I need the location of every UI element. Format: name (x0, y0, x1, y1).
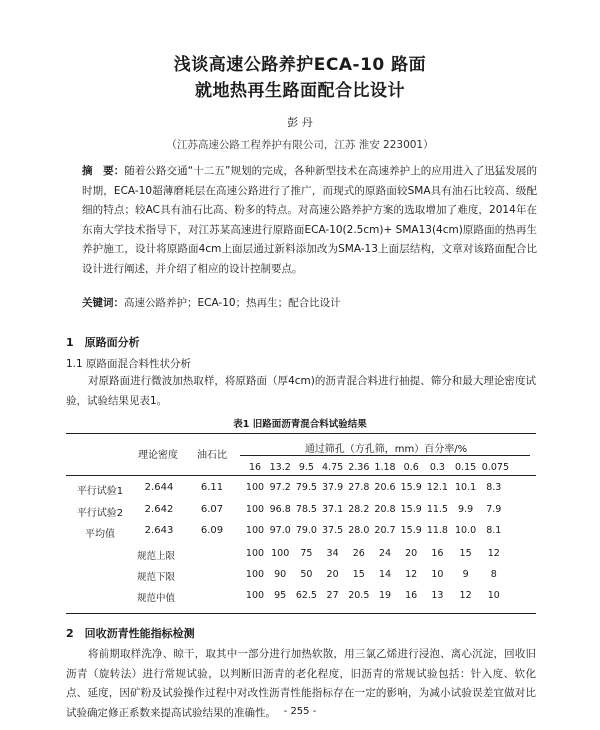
spec-value: 95 (274, 590, 287, 601)
spec-value: 26 (352, 548, 365, 559)
section-1-1-paragraph: 对原路面进行微波加热取样，将原路面（厚4cm)的沥青混合料进行抽提、筛分和最大理论密度试验，试验结果见表1。 (66, 375, 536, 407)
abstract-label: 摘 要： (82, 165, 125, 177)
paper-title-line-2: 就地热再生路面配合比设计 (195, 81, 405, 101)
sieve-size-0.15: 0.15 (455, 462, 477, 473)
spec-value: 20 (405, 548, 418, 559)
row-value: 20.6 (374, 482, 396, 493)
row-density: 2.643 (144, 525, 174, 536)
sieve-size-16: 16 (248, 462, 262, 473)
spec-value: 16 (431, 548, 444, 559)
row-value: 10.0 (455, 525, 477, 536)
sieve-size-0.3: 0.3 (429, 462, 445, 473)
sieve-size-9.5: 9.5 (298, 462, 314, 473)
header-group-rule (240, 455, 530, 456)
row-value: 37.5 (322, 525, 344, 536)
sieve-size-13.2: 13.2 (269, 462, 291, 473)
spec-value: 8 (490, 569, 497, 580)
row-label: 平行试验1 (76, 486, 124, 497)
row-value: 96.8 (269, 504, 291, 515)
row-value: 37.1 (322, 504, 344, 515)
row-density: 2.642 (144, 504, 174, 515)
row-value: 78.5 (295, 504, 317, 515)
spec-value: 15 (459, 548, 472, 559)
spec-value: 20.5 (348, 590, 370, 601)
row-value: 8.3 (486, 482, 502, 493)
row-value: 15.9 (400, 504, 422, 515)
affiliation: （江苏高速公路工程养护有限公司，江苏 淮安 223001） (166, 139, 434, 151)
spec-value: 20 (326, 569, 339, 580)
spec-label: 规范下限 (136, 572, 175, 583)
table-caption: 表1 旧路面沥青混合料试验结果 (233, 419, 367, 430)
header-bottom-rule (66, 475, 536, 476)
header-sieve-group: 通过筛孔（方孔筛，mm）百分率/% (304, 444, 468, 455)
row-value: 37.9 (322, 482, 344, 493)
row-value: 100 (245, 482, 265, 493)
row-ratio: 6.09 (200, 525, 224, 536)
sieve-size-2.36: 2.36 (348, 462, 370, 473)
row-value: 20.8 (374, 504, 396, 515)
row-value: 10.1 (455, 482, 477, 493)
spec-value: 9 (462, 569, 469, 580)
table-bottom-rule (66, 613, 536, 614)
spec-value: 90 (274, 569, 287, 580)
row-value: 15.9 (400, 482, 422, 493)
row-label: 平均值 (85, 529, 115, 540)
row-value: 15.9 (400, 525, 422, 536)
row-value: 28.0 (348, 525, 370, 536)
spec-value: 62.5 (295, 590, 317, 601)
spec-value: 10 (487, 590, 500, 601)
spec-value: 100 (271, 548, 290, 559)
abstract-text: 随着公路交通“十二五”规划的完成，各种新型技术在高速养护上的应用进入了迅猛发展的时期，ECA-10超薄磨耗层在高速公路进行了推广，而现式的原路面较SMA具有油石比较高、级配细的特点；较AC具有油石比高、粉多的特点。对高速公路养护方案的选取增加了难度，2014年在东南大学技术指导下，对江苏某高速进行原路面ECA-10(2.5cm)+ SMA13(4cm)原路面的热再生养护施工，设计将原路面4cm上面层通过新料添加改为SMA-13上面层结构，文章对该路面配合比设计进行阐述，并介绍了相应的设计控制要点。 (82, 165, 537, 275)
header-density: 理论密度 (138, 450, 178, 461)
row-ratio: 6.07 (200, 504, 224, 515)
row-label: 平行试验2 (76, 508, 124, 519)
row-value: 100 (245, 525, 265, 536)
spec-value: 12 (405, 569, 418, 580)
spec-value: 16 (405, 590, 418, 601)
spec-value: 19 (378, 590, 392, 601)
table-top-rule (66, 433, 536, 434)
row-value: 79.0 (295, 525, 317, 536)
row-value: 9.9 (458, 504, 474, 515)
spec-value: 24 (378, 548, 392, 559)
spec-value: 10 (431, 569, 444, 580)
sieve-size-4.75: 4.75 (322, 462, 344, 473)
sieve-size-0.6: 0.6 (403, 462, 419, 473)
row-ratio: 6.11 (200, 482, 224, 493)
spec-value: 100 (245, 590, 265, 601)
row-value: 12.1 (426, 482, 448, 493)
spec-label: 规范上限 (136, 551, 175, 562)
section-2-paragraph: 将前期取样洗净、晾干，取其中一部分进行加热软散，用三氯乙烯进行浸泡、离心沉淀，回收旧沥青（旋转法）进行常规试验，以判断旧沥青的老化程度，旧沥青的常规试验包括：针入度、软化点、延度，因矿粉及试验操作过程中对改性沥青性能指标存在一定的影响，为减小试验误差宜做对比试验确定修正系数来提高试验结果的准确性。 (66, 648, 536, 719)
spec-value: 12 (459, 590, 472, 601)
author: 彭 丹 (287, 116, 313, 129)
spec-value: 15 (352, 569, 365, 580)
sieve-size-0.075: 0.075 (481, 462, 509, 473)
spec-value: 50 (300, 569, 313, 580)
section-1-1-heading: 1.1 原路面混合料性状分析 (66, 358, 192, 370)
spec-value: 14 (378, 569, 392, 580)
page-number: - 255 - (283, 706, 317, 717)
keywords-text: 高速公路养护；ECA-10；热再生；配合比设计 (124, 297, 341, 309)
spec-value: 100 (245, 548, 265, 559)
spec-value: 34 (326, 548, 339, 559)
row-value: 97.2 (269, 482, 291, 493)
paper-title-line-1: 浅谈高速公路养护ECA-10 路面 (173, 55, 427, 75)
row-value: 79.5 (295, 482, 317, 493)
row-value: 11.5 (426, 504, 448, 515)
row-value: 100 (245, 504, 265, 515)
spec-value: 75 (300, 548, 313, 559)
row-value: 20.7 (374, 525, 396, 536)
spec-value: 12 (487, 548, 500, 559)
row-value: 8.1 (486, 525, 502, 536)
header-ratio: 油石比 (197, 450, 227, 461)
row-value: 27.8 (348, 482, 370, 493)
section-1-heading: 1 原路面分析 (66, 336, 140, 349)
keywords-label: 关键词： (82, 297, 124, 309)
spec-label: 规范中值 (136, 593, 175, 604)
row-value: 11.8 (426, 525, 448, 536)
row-density: 2.644 (144, 482, 174, 493)
row-value: 97.0 (269, 525, 291, 536)
spec-value: 13 (431, 590, 444, 601)
section-2-heading: 2 回收沥青性能指标检测 (66, 627, 195, 640)
spec-value: 27 (326, 590, 339, 601)
spec-value: 100 (245, 569, 265, 580)
sieve-size-1.18: 1.18 (374, 462, 396, 473)
row-value: 28.2 (348, 504, 370, 515)
row-value: 7.9 (486, 504, 502, 515)
